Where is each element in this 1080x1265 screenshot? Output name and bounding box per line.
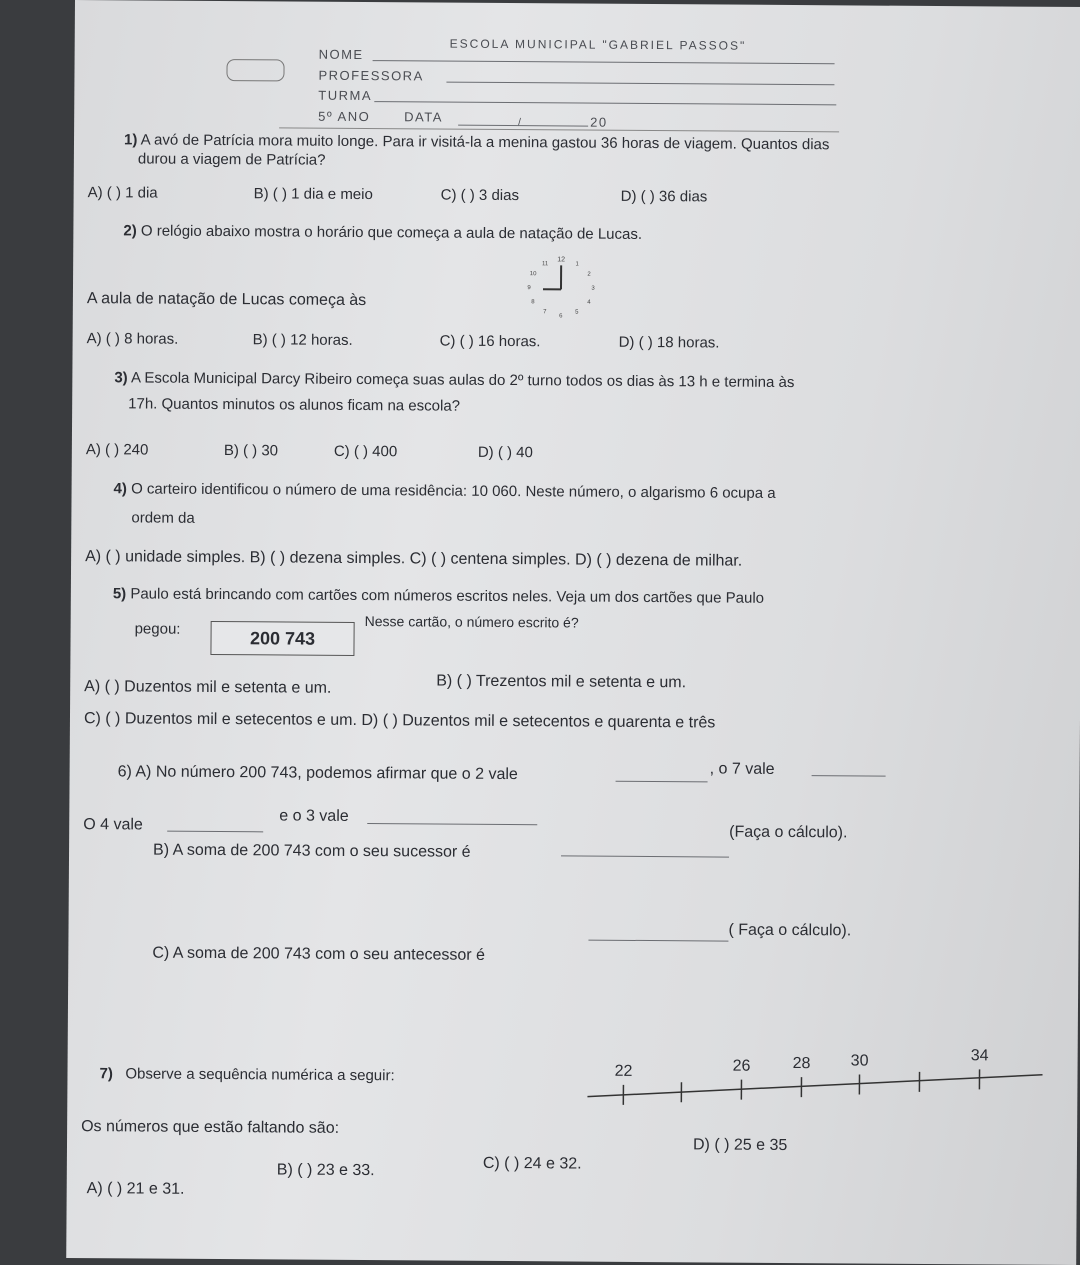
q7-missing-text: Os números que estão faltando são: bbox=[81, 1118, 339, 1138]
q6a-four: O 4 vale bbox=[83, 816, 143, 834]
q7-option-b[interactable]: B) ( ) 23 e 33. bbox=[277, 1161, 375, 1180]
q7-option-a[interactable]: A) ( ) 21 e 31. bbox=[87, 1180, 185, 1199]
q6a-blank-4[interactable] bbox=[167, 831, 263, 833]
clock-number-7: 7 bbox=[543, 309, 547, 315]
seq-label-26: 26 bbox=[733, 1058, 751, 1075]
clock-number-11: 11 bbox=[542, 261, 549, 267]
date-year: 20 bbox=[590, 115, 608, 130]
q2-statement: A aula de natação de Lucas começa às bbox=[87, 290, 366, 310]
q6b-blank[interactable] bbox=[561, 855, 729, 857]
q1-option-b[interactable]: B) ( ) 1 dia e meio bbox=[254, 185, 373, 203]
q6a-seven: , o 7 vale bbox=[710, 760, 775, 778]
q6a-blank-3[interactable] bbox=[367, 823, 537, 825]
q6c-calc: ( Faça o cálculo). bbox=[728, 922, 851, 941]
q6a-three: e o 3 vale bbox=[279, 807, 349, 825]
q3-option-b[interactable]: B) ( ) 30 bbox=[224, 442, 278, 459]
q3-option-a[interactable]: A) ( ) 240 bbox=[86, 441, 149, 458]
seq-label-22: 22 bbox=[615, 1063, 633, 1080]
clock-number-8: 8 bbox=[531, 299, 535, 305]
q3-option-c[interactable]: C) ( ) 400 bbox=[334, 443, 397, 460]
clock-number-3: 3 bbox=[591, 286, 595, 292]
seq-label-30: 30 bbox=[851, 1052, 869, 1069]
clock-number-4: 4 bbox=[587, 300, 591, 306]
school-logo bbox=[226, 59, 284, 81]
clock-face bbox=[513, 251, 610, 332]
q7-option-c[interactable]: C) ( ) 24 e 32. bbox=[483, 1155, 582, 1174]
q2-option-c[interactable]: C) ( ) 16 horas. bbox=[440, 333, 541, 351]
q4-text-line1: 4) O carteiro identificou o número de uma residência: 10 060. Neste número, o algarismo 6 ocupa a bbox=[114, 480, 776, 502]
turma-field[interactable] bbox=[374, 101, 836, 105]
q5-question: Nesse cartão, o número escrito é? bbox=[365, 613, 579, 630]
header-rule bbox=[279, 127, 839, 132]
q4-options[interactable]: A) ( ) unidade simples. B) ( ) dezena simples. C) ( ) centena simples. D) ( ) dezena de milhar. bbox=[85, 548, 742, 571]
number-card: 200 743 bbox=[210, 621, 354, 656]
q5-pegou: pegou: bbox=[135, 620, 181, 637]
clock-number-10: 10 bbox=[530, 271, 537, 277]
q1-option-a[interactable]: A) ( ) 1 dia bbox=[88, 184, 158, 201]
data-label: DATA bbox=[404, 109, 443, 124]
clock-number-6: 6 bbox=[559, 313, 563, 319]
number-line-axis bbox=[587, 1072, 1042, 1100]
q4-text-line2: ordem da bbox=[131, 509, 194, 526]
q2-option-d[interactable]: D) ( ) 18 horas. bbox=[619, 334, 720, 352]
clock-number-12: 12 bbox=[557, 256, 565, 263]
ano-label: 5º ANO bbox=[318, 109, 370, 124]
q2-text: 2) O relógio abaixo mostra o horário que começa a aula de natação de Lucas. bbox=[123, 222, 642, 243]
seq-label-34: 34 bbox=[971, 1047, 989, 1064]
q6a-blank-7[interactable] bbox=[812, 775, 886, 777]
number-line-svg bbox=[587, 1042, 1047, 1115]
q6b-text: B) A soma de 200 743 com o seu sucessor é bbox=[153, 842, 471, 862]
nome-label: NOME bbox=[319, 47, 364, 62]
q6b-calc: (Faça o cálculo). bbox=[729, 824, 847, 843]
q5-options-cd[interactable]: C) ( ) Duzentos mil e setecentos e um. D) ( ) Duzentos mil e setecentos e quarenta e três bbox=[84, 710, 715, 732]
number-line bbox=[587, 1042, 1047, 1115]
worksheet-paper bbox=[66, 0, 1080, 1265]
clock-number-5: 5 bbox=[575, 309, 579, 315]
q6a-blank-2[interactable] bbox=[616, 781, 708, 783]
q5-option-b[interactable]: B) ( ) Trezentos mil e setenta e um. bbox=[436, 673, 686, 693]
q2-option-b[interactable]: B) ( ) 12 horas. bbox=[253, 331, 353, 349]
q2-option-a[interactable]: A) ( ) 8 horas. bbox=[87, 330, 179, 348]
school-name: ESCOLA MUNICIPAL "GABRIEL PASSOS" bbox=[450, 37, 747, 53]
clock-number-9: 9 bbox=[527, 285, 531, 291]
q7-text: 7) Observe a sequência numérica a seguir: bbox=[99, 1065, 394, 1084]
date-field[interactable] bbox=[458, 125, 588, 127]
turma-label: TURMA bbox=[318, 88, 372, 103]
professora-label: PROFESSORA bbox=[318, 68, 423, 84]
clock-number-2: 2 bbox=[587, 272, 591, 278]
q1-option-c[interactable]: C) ( ) 3 dias bbox=[441, 187, 519, 205]
seq-label-28: 28 bbox=[793, 1055, 811, 1072]
q7-option-d[interactable]: D) ( ) 25 e 35 bbox=[693, 1136, 787, 1155]
clock bbox=[513, 251, 610, 332]
q3-option-d[interactable]: D) ( ) 40 bbox=[478, 444, 533, 461]
q6c-blank[interactable] bbox=[588, 940, 728, 942]
q6a-text: 6) A) No número 200 743, podemos afirmar que o 2 vale bbox=[118, 763, 518, 784]
date-slash: / bbox=[518, 117, 522, 128]
nome-field[interactable] bbox=[373, 60, 835, 64]
q5-text-line1: 5) Paulo está brincando com cartões com números escritos neles. Veja um dos cartões que Paulo bbox=[113, 585, 764, 607]
q6c-text: C) A soma de 200 743 com o seu antecessor é bbox=[152, 945, 485, 965]
clock-number-1: 1 bbox=[575, 262, 579, 268]
q3-text-line1: 3) A Escola Municipal Darcy Ribeiro começa suas aulas do 2º turno todos os dias às 13 h e termina às bbox=[114, 369, 794, 391]
q1-text-line1: 1) A avó de Patrícia mora muito longe. Para ir visitá-la a menina gastou 36 horas de viagem. Quantos dias bbox=[124, 131, 830, 153]
q3-text-line2: 17h. Quantos minutos os alunos ficam na escola? bbox=[128, 395, 460, 414]
q5-option-a[interactable]: A) ( ) Duzentos mil e setenta e um. bbox=[84, 678, 331, 698]
q1-text-line2: durou a viagem de Patrícia? bbox=[138, 150, 326, 168]
professora-field[interactable] bbox=[446, 82, 834, 86]
q1-option-d[interactable]: D) ( ) 36 dias bbox=[621, 188, 708, 206]
